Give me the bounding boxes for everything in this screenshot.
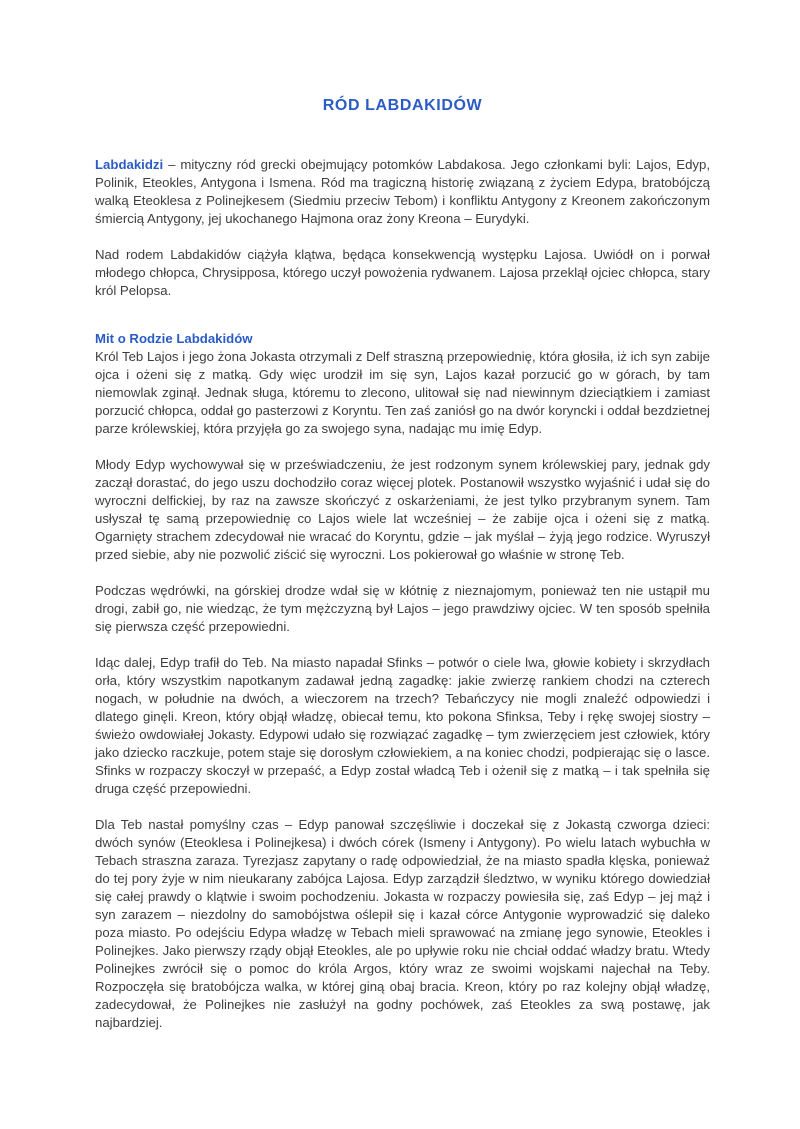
intro-paragraph [95, 156, 710, 228]
curse-paragraph: Nad rodem Labdakidów ciążyła klątwa, będąca konsekwencją występku Lajosa. Uwiódł on i porwał młodego chłopca, Chrysipposa, którego uczył powożenia rydwanem. Lajosa przeklął ojciec chłopca, stary król Pelopsa. [95, 247, 710, 298]
section-paragraph-road-quarrel: Podczas wędrówki, na górskiej drodze wdał się w kłótnię z nieznajomym, ponieważ ten nie ustąpił mu drogi, zabił go, nie wiedząc, że tym mężczyzną był Lajos – jego prawdziwy ojciec. W ten sposób spełniła się pierwsza część przepowiedni. [95, 583, 710, 634]
intro-lead-term: Labdakidzi [95, 157, 164, 172]
section-paragraph-sphinx: Idąc dalej, Edyp trafił do Teb. Na miasto napadał Sfinks – potwór o ciele lwa, głowie kobiety i skrzydłach orła, który wszystkim napotkanym zadawał jedną zagadkę: jakie zwierzę rankiem chodzi na czterech nogach, w południe na dwóch, a wieczorem na trzech? Tebańczycy nie mogli znaleźć odpowiedzi i dlatego ginęli. Kreon, który objął władzę, obiecał temu, kto pokona Sfinksa, Teby i rękę swojej siostry – świeżo owdowiałej Jokasty. Edypowi udało się rozwiązać zagadkę – tym zwierzęciem jest człowiek, który jako dziecko raczkuje, potem staje się dorosłym człowiekiem, a na koniec chodzi, podpierając się o lasce. Sfinks w rozpaczy skoczył w przepaść, a Edyp został władcą Teb i ożenił się z matką – i tak spełniła się druga część przepowiedni. [95, 655, 710, 796]
section-paragraph-thebes-fate: Dla Teb nastał pomyślny czas – Edyp panował szczęśliwie i doczekał się z Jokastą czworga dzieci: dwóch synów (Eteoklesa i Polinejkesa) i dwóch córek (Ismeny i Antygony). Po wielu latach wybuchła w Tebach straszna zaraza. Tyrezjasz zapytany o radę odpowiedział, że na miasto spadła klęska, ponieważ do tej pory żyje w nim nieukarany zabójca Lajosa. Edyp zarządził śledztwo, w wyniku którego dowiedział się całej prawdy o klątwie i swoim pochodzeniu. Jokasta w rozpaczy powiesiła się, zaś Edyp – jej mąż i syn zarazem – niezdolny do samobójstwa oślepił się i kazał córce Antygonie wyprowadzić się daleko poza miasto. Po odejściu Edypa władzę w Tebach mieli sprawować na zmianę jego synowie, Eteokles i Polinejkes. Jako pierwszy rządy objął Eteokles, ale po upływie roku nie chciał oddać władzy bratu. Wtedy Polinejkes zwrócił się o pomoc do króla Argos, który wraz ze swoimi wojskami najechał na Teby. Rozpoczęła się bratobójcza walka, w której giną obaj bracia. Kreon, który po raz kolejny objął władzę, zadecydował, że Polinejkes nie zasłużył na godny pochówek, zaś Eteokles za swą postawę, jak najbardziej. [95, 817, 710, 1030]
section-paragraph-young-oedipus: Młody Edyp wychowywał się w przeświadczeniu, że jest rodzonym synem królewskiej pary, jednak gdy zaczął dorastać, do jego uszu dochodziło coraz więcej plotek. Postanowił wszystko wyjaśnić i udał się do wyroczni delfickiej, by raz na zawsze skończyć z oskarżeniami, że jest tylko przybranym synem. Tam usłyszał tę samą przepowiednię co Lajos wiele lat wcześniej – że zabije ojca i ożeni się z matką. Ogarnięty strachem zdecydował nie wracać do Koryntu, gdzie – jak myślał – żyją jego rodzice. Wyruszył przed siebie, aby nie pozwolić ziścić się wyroczni. Los pokierował go właśnie w stronę Teb. [95, 457, 710, 562]
page-title: RÓD LABDAKIDÓW [322, 97, 483, 114]
section-paragraph-oracle: Król Teb Lajos i jego żona Jokasta otrzymali z Delf straszną przepowiednię, która głosiła, iż ich syn zabije ojca i ożeni się z matką. Gdy więc urodził im się syn, Lajos kazał porzucić go w górach, by tam niemowlak zginął. Jednak sługa, któremu to zlecono, ulitował się nad niewinnym dzieciątkiem i zamiast porzucić chłopca, oddał go pasterzowi z Koryntu. Ten zaś zaniósł go na dwór koryncki i oddał bezdzietnej parze królewskiej, która przyjęła go za swojego syna, nadając mu imię Edyp. [95, 349, 710, 436]
section-heading-myth-of-labdacids: Mit o Rodzie Labdakidów [95, 331, 253, 346]
intro-paragraph-text: – mityczny ród grecki obejmujący potomków Labdakosa. Jego członkami byli: Lajos, Edyp, Polinik, Eteokles, Antygona i Ismena. Ród ma tragiczną historię związaną z życiem Edypa, bratobójczą walką Eteoklesa z Polinejkesem (Siedmiu przeciw Tebom) i konfliktu Antygony z Kreonem zakończonym śmiercią Antygony, jej ukochanego Hajmona oraz żony Kreona – Eurydyki. [95, 157, 710, 226]
